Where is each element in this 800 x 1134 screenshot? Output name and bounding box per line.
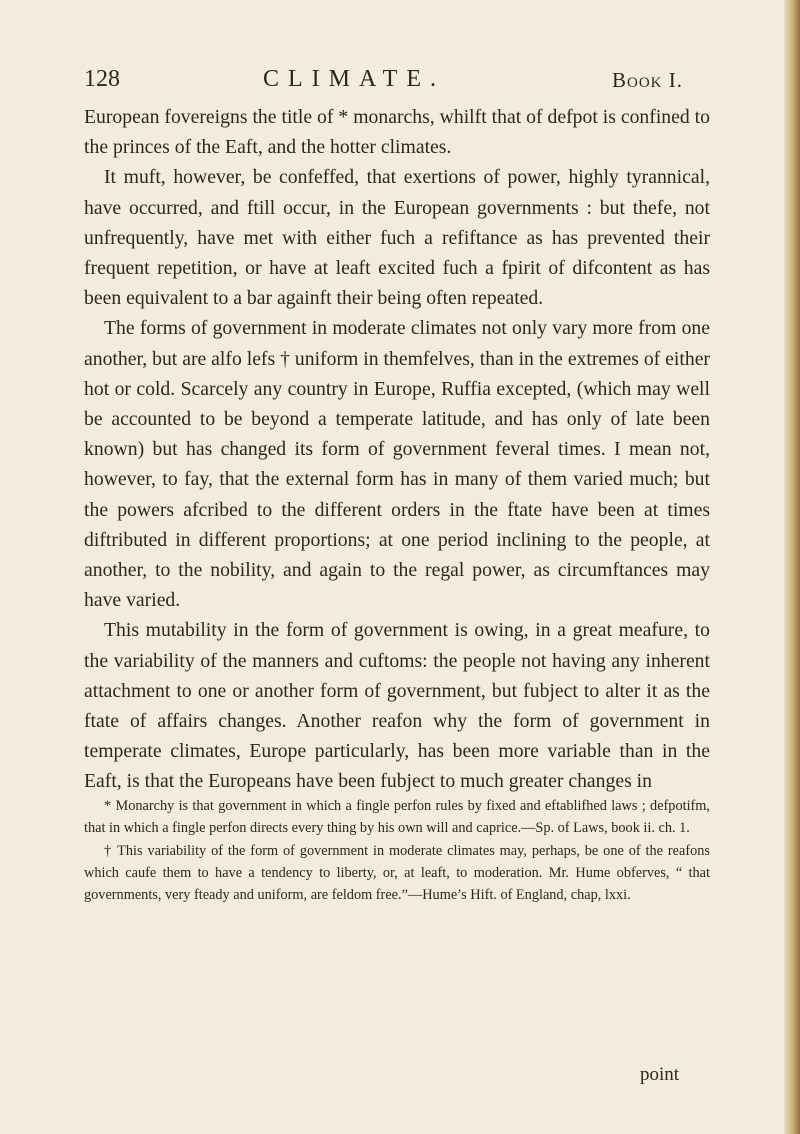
book-label: Book I. xyxy=(612,68,683,92)
catchword: point xyxy=(640,1064,680,1085)
body-text xyxy=(84,102,710,797)
footnote: * Monarchy is that government in which a fingle perfon rules by fixed and eftablifhed laws ; defpotifm, that in which a fingle perfon directs every thing by his own will and caprice.—Sp. of Laws, book ii. ch. 1. xyxy=(84,798,710,837)
paragraph: This mutability in the form of government is owing, in a great meafure, to the variability of the manners and cuftoms: the people not having any inherent attachment to one or another form of government, but fubject to alter it as the ftate of affairs changes. Another reafon why the form of government in temperate climates, Europe particularly, has been more variable than in the Eaft, is that the Europeans have been fubject to much greater changes in xyxy=(84,619,710,793)
footnotes xyxy=(84,795,710,906)
page-number: 128 xyxy=(84,66,120,92)
paragraph: It muft, however, be confeffed, that exertions of power, highly tyrannical, have occurred, and ftill occur, in the European governments : but thefe, not unfrequently, have met with either fuch a refiftance as has prevented their frequent repetition, or have at leaft excited fuch a fpirit of difcontent as has been equivalent to a bar againft their being often repeated. xyxy=(84,166,710,310)
running-title: CLIMATE. xyxy=(263,66,445,92)
running-head xyxy=(0,66,790,96)
page-edge xyxy=(784,0,800,1134)
paragraph: The forms of government in moderate climates not only vary more from one another, but are alfo lefs † uniform in themfelves, than in the extremes of either hot or cold. Scarcely any country in Europe, Ruffia excepted, (which may well be accounted to be beyond a temperate latitude, and has only of late been known) but has changed its form of government feveral times. I mean not, however, to fay, that the external form has in many of them varied much; but the powers afcribed to the different orders in the ftate have been at times diftributed in different proportions; at one period inclining to the people, at another, to the nobility, and again to the regal power, as circumftances may have varied. xyxy=(84,317,710,612)
footnote: † This variability of the form of government in moderate climates may, perhaps, be one of the reafons which caufe them to have a tendency to liberty, or, at leaft, to moderation. Mr. Hume obferves, “ that governments, very fteady and uniform, are feldom free.”—Hume’s Hift. of England, chap, lxxi. xyxy=(84,842,710,904)
paragraph: European fovereigns the title of * monarchs, whilft that of defpot is confined to the princes of the Eaft, and the hotter climates. xyxy=(84,106,710,159)
